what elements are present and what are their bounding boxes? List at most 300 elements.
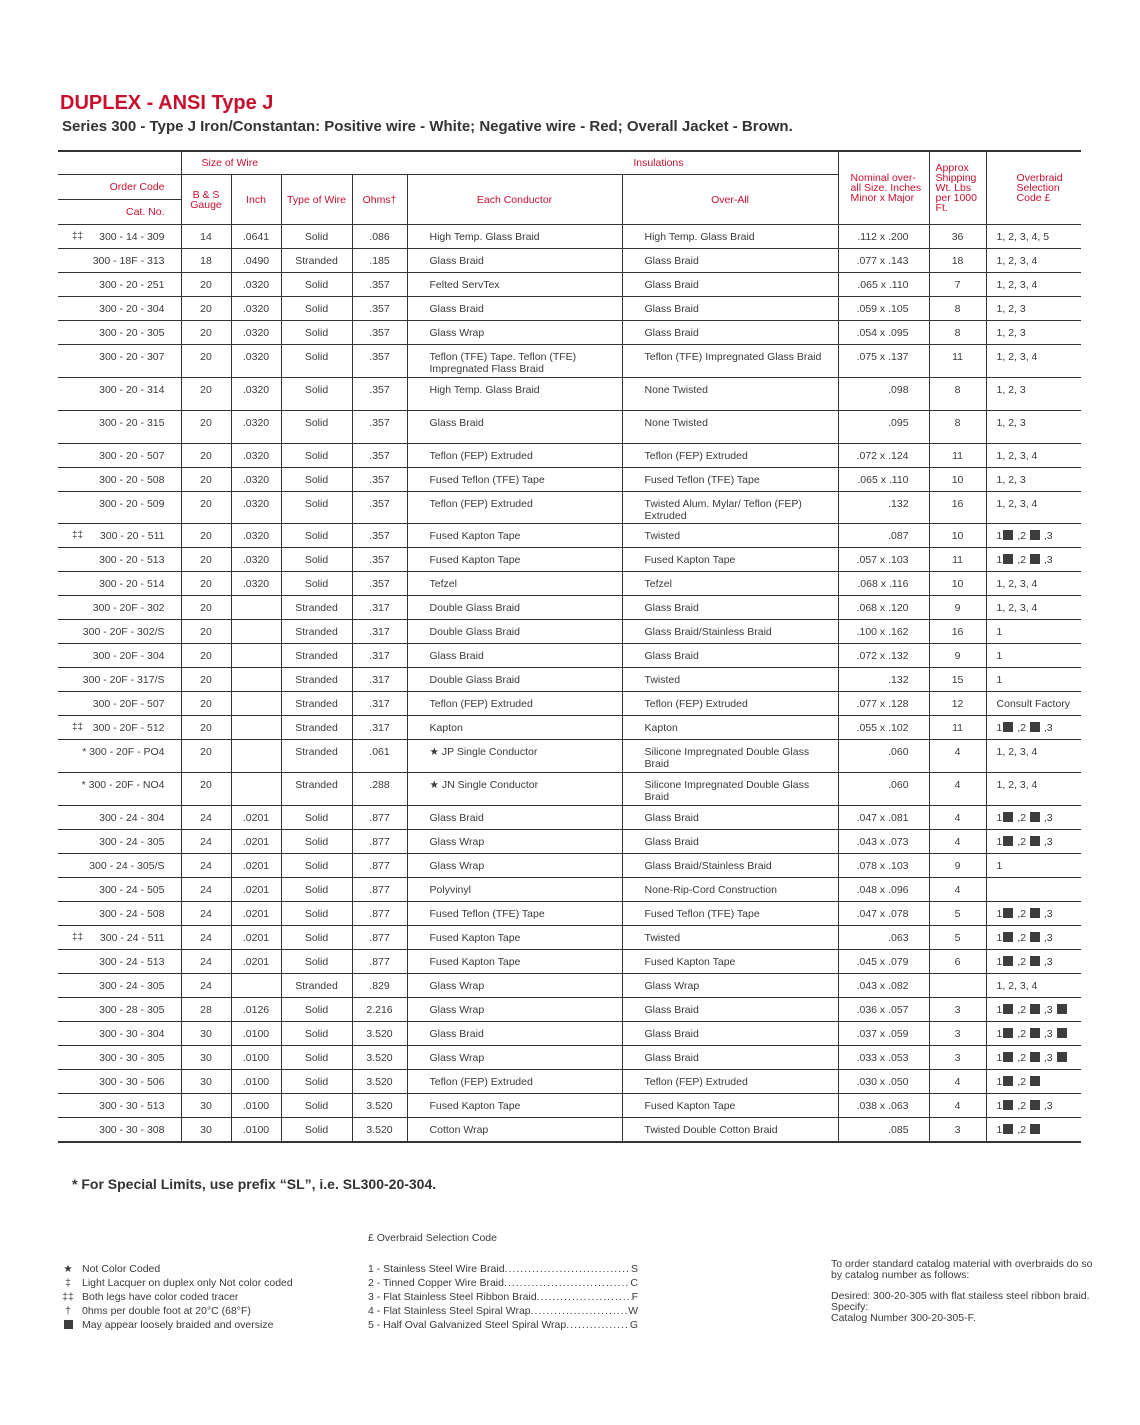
- cell-inch: .0320: [231, 492, 281, 524]
- cell-nominal-size: .112 x .200: [838, 225, 929, 249]
- cell-ohms: .185: [352, 249, 407, 273]
- cat-no-text: 300 - 20F - 507: [92, 698, 165, 710]
- table-row: [58, 378, 1081, 411]
- cell-cat-no: [58, 668, 181, 692]
- cell-nominal-size: .065 x .110: [838, 468, 929, 492]
- legend-text: Not Color Coded: [82, 1263, 161, 1275]
- cell-overbraid-code: 1 ,2 ,3: [986, 950, 1081, 974]
- cell-cat-no: [58, 444, 181, 468]
- cell-overbraid-code: 1, 2, 3, 4, 5: [986, 225, 1081, 249]
- cell-each-conductor: Fused Teflon (TFE) Tape: [407, 468, 622, 492]
- cat-no-text: 300 - 20F - 302: [92, 602, 165, 614]
- square-icon: [1030, 1100, 1040, 1110]
- cell-over-all: Fused Kapton Tape: [622, 548, 838, 572]
- cell-each-conductor: Kapton: [407, 716, 622, 740]
- square-icon: [1057, 1028, 1067, 1038]
- cell-shipping-weight: 9: [929, 596, 986, 620]
- cell-nominal-size: .072 x .132: [838, 644, 929, 668]
- square-icon: [1003, 932, 1013, 942]
- cell-type: Solid: [281, 273, 352, 297]
- cell-cat-no: [58, 411, 181, 444]
- cell-overbraid-code: 1 ,2 ,3: [986, 1046, 1081, 1070]
- cell-gauge: 24: [181, 974, 231, 998]
- cell-inch: [231, 668, 281, 692]
- cell-over-all: Twisted: [622, 926, 838, 950]
- table-row: [58, 225, 1081, 249]
- cell-gauge: 20: [181, 668, 231, 692]
- cell-shipping-weight: 5: [929, 902, 986, 926]
- cell-shipping-weight: 16: [929, 620, 986, 644]
- cell-gauge: 20: [181, 444, 231, 468]
- cell-gauge: 30: [181, 1070, 231, 1094]
- cell-cat-no: [58, 492, 181, 524]
- cell-gauge: 30: [181, 1094, 231, 1118]
- overbraid-code-letter: S: [630, 1263, 638, 1275]
- cell-ohms: 3.520: [352, 1022, 407, 1046]
- cell-over-all: Teflon (FEP) Extruded: [622, 1070, 838, 1094]
- table-row: [58, 524, 1081, 548]
- cell-cat-no: [58, 950, 181, 974]
- overbraid-selection-list: [368, 1262, 638, 1332]
- cell-over-all: Glass Braid: [622, 644, 838, 668]
- cell-inch: .0320: [231, 345, 281, 378]
- cell-cat-no: [58, 321, 181, 345]
- cell-shipping-weight: 11: [929, 444, 986, 468]
- cell-over-all: Glass Braid/Stainless Braid: [622, 620, 838, 644]
- table-row: [58, 468, 1081, 492]
- cell-overbraid-code: 1, 2, 3: [986, 297, 1081, 321]
- cell-inch: [231, 596, 281, 620]
- square-icon: [1003, 1004, 1013, 1014]
- cell-inch: .0320: [231, 444, 281, 468]
- cell-cat-no: [58, 1094, 181, 1118]
- cell-nominal-size: .038 x .063: [838, 1094, 929, 1118]
- cell-shipping-weight: 36: [929, 225, 986, 249]
- cell-inch: .0201: [231, 806, 281, 830]
- order-info-intro: To order standard catalog material with overbraids do so by catalog number as follows:: [831, 1258, 1093, 1281]
- cat-no-text: 300 - 24 - 511: [99, 932, 165, 944]
- cat-no-text: 300 - 20 - 304: [99, 303, 165, 315]
- cell-shipping-weight: 10: [929, 468, 986, 492]
- cell-inch: .0320: [231, 297, 281, 321]
- cell-overbraid-code: 1, 2, 3, 4: [986, 740, 1081, 773]
- cell-over-all: Glass Braid: [622, 297, 838, 321]
- cell-inch: [231, 740, 281, 773]
- header-size-of-wire: Size of Wire: [181, 151, 281, 175]
- cell-each-conductor: Double Glass Braid: [407, 596, 622, 620]
- cell-each-conductor: Tefzel: [407, 572, 622, 596]
- cell-inch: .0201: [231, 902, 281, 926]
- cell-over-all: Glass Braid: [622, 806, 838, 830]
- cell-type: Stranded: [281, 716, 352, 740]
- cell-overbraid-code: 1 ,2 ,3: [986, 806, 1081, 830]
- table-row: [58, 1070, 1081, 1094]
- cell-type: Solid: [281, 345, 352, 378]
- square-icon: [1003, 554, 1013, 564]
- square-icon: [1030, 836, 1040, 846]
- cell-over-all: Fused Kapton Tape: [622, 1094, 838, 1118]
- header-insulations: Insulations: [407, 151, 838, 175]
- square-icon: [1030, 1076, 1040, 1086]
- cell-cat-no: [58, 596, 181, 620]
- cell-inch: .0201: [231, 878, 281, 902]
- cell-overbraid-code: 1, 2, 3, 4: [986, 273, 1081, 297]
- cell-gauge: 24: [181, 950, 231, 974]
- cell-overbraid-code: 1: [986, 644, 1081, 668]
- cell-gauge: 20: [181, 773, 231, 806]
- cell-over-all: None Twisted: [622, 411, 838, 444]
- cell-each-conductor: Fused Kapton Tape: [407, 524, 622, 548]
- cell-inch: .0201: [231, 950, 281, 974]
- table-row: [58, 806, 1081, 830]
- cell-each-conductor: Glass Wrap: [407, 321, 622, 345]
- table-row: [58, 668, 1081, 692]
- cat-no-text: 300 - 20 - 314: [99, 384, 165, 396]
- legend-item: [60, 1276, 293, 1290]
- cell-ohms: .357: [352, 273, 407, 297]
- cell-each-conductor: Teflon (FEP) Extruded: [407, 1070, 622, 1094]
- table-row: [58, 716, 1081, 740]
- cell-ohms: .317: [352, 692, 407, 716]
- legend-item: [60, 1318, 293, 1332]
- cell-inch: .0490: [231, 249, 281, 273]
- legend-text: Both legs have color coded tracer: [82, 1291, 239, 1303]
- cell-nominal-size: .055 x .102: [838, 716, 929, 740]
- table-row: [58, 854, 1081, 878]
- cell-ohms: .357: [352, 572, 407, 596]
- cell-type: Stranded: [281, 644, 352, 668]
- cell-nominal-size: .043 x .073: [838, 830, 929, 854]
- cell-over-all: Twisted Alum. Mylar/ Teflon (FEP) Extruded: [622, 492, 838, 524]
- cell-type: Stranded: [281, 596, 352, 620]
- page-title: DUPLEX - ANSI Type J: [60, 92, 274, 114]
- cell-each-conductor: Polyvinyl: [407, 878, 622, 902]
- cell-inch: .0100: [231, 1094, 281, 1118]
- cell-cat-no: [58, 716, 181, 740]
- header-bs-gauge: B & S Gauge: [181, 175, 231, 225]
- cell-overbraid-code: 1: [986, 620, 1081, 644]
- cell-shipping-weight: 8: [929, 378, 986, 411]
- cell-ohms: 2.216: [352, 998, 407, 1022]
- tracer-mark: ‡‡: [72, 722, 84, 733]
- cell-cat-no: [58, 830, 181, 854]
- table-row: [58, 926, 1081, 950]
- cell-inch: .0100: [231, 1022, 281, 1046]
- cell-nominal-size: .077 x .143: [838, 249, 929, 273]
- legend-symbol: [60, 1318, 76, 1332]
- cell-each-conductor: Teflon (FEP) Extruded: [407, 444, 622, 468]
- cell-gauge: 20: [181, 716, 231, 740]
- cell-type: Solid: [281, 1046, 352, 1070]
- cell-shipping-weight: 10: [929, 524, 986, 548]
- cell-nominal-size: .098: [838, 378, 929, 411]
- cell-overbraid-code: 1 ,2 ,3: [986, 830, 1081, 854]
- square-icon: [1030, 554, 1040, 564]
- cell-gauge: 24: [181, 806, 231, 830]
- square-icon: [1003, 956, 1013, 966]
- cell-overbraid-code: 1, 2, 3: [986, 321, 1081, 345]
- cell-each-conductor: Fused Kapton Tape: [407, 1094, 622, 1118]
- cell-nominal-size: .045 x .079: [838, 950, 929, 974]
- cell-inch: .0100: [231, 1118, 281, 1143]
- cell-ohms: .877: [352, 926, 407, 950]
- table-row: [58, 878, 1081, 902]
- cell-overbraid-code: 1 ,2: [986, 1118, 1081, 1143]
- cell-shipping-weight: 4: [929, 1094, 986, 1118]
- cell-over-all: High Temp. Glass Braid: [622, 225, 838, 249]
- cell-nominal-size: .063: [838, 926, 929, 950]
- cell-cat-no: [58, 1046, 181, 1070]
- cell-each-conductor: Glass Wrap: [407, 830, 622, 854]
- cell-nominal-size: .037 x .059: [838, 1022, 929, 1046]
- cell-gauge: 14: [181, 225, 231, 249]
- cat-no-text: 300 - 20 - 511: [99, 530, 165, 542]
- cell-shipping-weight: 7: [929, 273, 986, 297]
- cell-gauge: 20: [181, 548, 231, 572]
- cell-gauge: 20: [181, 644, 231, 668]
- cell-overbraid-code: 1, 2, 3, 4: [986, 345, 1081, 378]
- cell-type: Solid: [281, 998, 352, 1022]
- cell-shipping-weight: 11: [929, 548, 986, 572]
- cat-no-text: 300 - 18F - 313: [92, 255, 165, 267]
- cell-shipping-weight: 3: [929, 1022, 986, 1046]
- overbraid-code-label: 5 - Half Oval Galvanized Steel Spiral Wrap: [368, 1319, 567, 1331]
- cell-inch: .0126: [231, 998, 281, 1022]
- cell-nominal-size: .095: [838, 411, 929, 444]
- cell-gauge: 20: [181, 524, 231, 548]
- cell-type: Solid: [281, 902, 352, 926]
- cell-ohms: .357: [352, 411, 407, 444]
- cell-overbraid-code: 1 ,2 ,3: [986, 524, 1081, 548]
- cell-inch: [231, 620, 281, 644]
- header-each-conductor: Each Conductor: [407, 175, 622, 225]
- cell-gauge: 20: [181, 492, 231, 524]
- cell-overbraid-code: 1, 2, 3, 4: [986, 249, 1081, 273]
- order-info-example: Desired: 300-20-305 with flat stailess steel ribbon braid. Specify:: [831, 1290, 1090, 1313]
- square-icon: [1003, 1028, 1013, 1038]
- cell-nominal-size: .047 x .078: [838, 902, 929, 926]
- cell-overbraid-code: [986, 878, 1081, 902]
- table-row: [58, 1022, 1081, 1046]
- overbraid-code-letter: W: [628, 1305, 638, 1317]
- cell-over-all: None-Rip-Cord Construction: [622, 878, 838, 902]
- cell-cat-no: [58, 806, 181, 830]
- cell-inch: .0201: [231, 830, 281, 854]
- cell-cat-no: [58, 902, 181, 926]
- cat-no-text: 300 - 28 - 305: [99, 1004, 165, 1016]
- cell-nominal-size: .060: [838, 740, 929, 773]
- square-icon: [1057, 1052, 1067, 1062]
- overbraid-code-item: [368, 1262, 638, 1276]
- overbraid-code-label: 3 - Flat Stainless Steel Ribbon Braid: [368, 1291, 537, 1303]
- cell-ohms: .877: [352, 830, 407, 854]
- legend-text: May appear loosely braided and oversize: [82, 1319, 274, 1331]
- cell-cat-no: [58, 1070, 181, 1094]
- cell-overbraid-code: 1, 2, 3: [986, 468, 1081, 492]
- cell-overbraid-code: 1, 2, 3: [986, 411, 1081, 444]
- cell-gauge: 20: [181, 378, 231, 411]
- cell-each-conductor: Cotton Wrap: [407, 1118, 622, 1143]
- cell-nominal-size: .043 x .082: [838, 974, 929, 998]
- cell-type: Solid: [281, 1094, 352, 1118]
- legend-symbol: ‡‡: [62, 1291, 74, 1303]
- cell-ohms: 3.520: [352, 1070, 407, 1094]
- square-icon: [1030, 908, 1040, 918]
- cell-cat-no: [58, 644, 181, 668]
- table-row: [58, 740, 1081, 773]
- cell-each-conductor: Glass Wrap: [407, 1046, 622, 1070]
- cell-ohms: .357: [352, 297, 407, 321]
- header-cat-no: Cat. No.: [125, 206, 165, 218]
- cell-overbraid-code: 1 ,2 ,3: [986, 1094, 1081, 1118]
- square-icon: [1003, 530, 1013, 540]
- cell-ohms: .877: [352, 806, 407, 830]
- cell-type: Solid: [281, 1022, 352, 1046]
- cell-nominal-size: .087: [838, 524, 929, 548]
- table-row: [58, 974, 1081, 998]
- cell-cat-no: [58, 998, 181, 1022]
- table-row: [58, 444, 1081, 468]
- cell-ohms: .357: [352, 321, 407, 345]
- cell-each-conductor: High Temp. Glass Braid: [407, 378, 622, 411]
- cell-ohms: .357: [352, 444, 407, 468]
- cell-cat-no: [58, 854, 181, 878]
- cell-inch: [231, 974, 281, 998]
- cell-nominal-size: .100 x .162: [838, 620, 929, 644]
- cell-ohms: .317: [352, 620, 407, 644]
- cell-ohms: .357: [352, 524, 407, 548]
- cell-nominal-size: .057 x .103: [838, 548, 929, 572]
- cat-no-text: 300 - 20 - 251: [99, 279, 165, 291]
- cell-each-conductor: Glass Wrap: [407, 854, 622, 878]
- cell-type: Solid: [281, 926, 352, 950]
- cell-ohms: .357: [352, 468, 407, 492]
- cell-shipping-weight: 4: [929, 773, 986, 806]
- cell-shipping-weight: 16: [929, 492, 986, 524]
- cell-inch: .0320: [231, 378, 281, 411]
- page-subtitle: Series 300 - Type J Iron/Constantan: Positive wire - White; Negative wire - Red; Overall Jacket - Brown.: [62, 118, 793, 135]
- table-row: [58, 644, 1081, 668]
- cat-no-text: 300 - 20F - 302/S: [82, 626, 165, 638]
- cell-shipping-weight: 4: [929, 830, 986, 854]
- overbraid-code-letter: G: [629, 1319, 638, 1331]
- cell-shipping-weight: 12: [929, 692, 986, 716]
- cat-no-text: 300 - 24 - 305/S: [89, 860, 165, 872]
- cell-over-all: Glass Braid: [622, 321, 838, 345]
- header-order-code: Order Code: [58, 175, 181, 200]
- cell-each-conductor: Felted ServTex: [407, 273, 622, 297]
- cell-over-all: Teflon (FEP) Extruded: [622, 692, 838, 716]
- cell-gauge: 30: [181, 1118, 231, 1143]
- cell-cat-no: [58, 468, 181, 492]
- cat-no-text: 300 - 20 - 509: [99, 498, 165, 510]
- table-row: [58, 902, 1081, 926]
- cat-no-text: 300 - 30 - 308: [99, 1124, 165, 1136]
- cell-inch: .0201: [231, 926, 281, 950]
- cell-shipping-weight: 9: [929, 644, 986, 668]
- cell-gauge: 20: [181, 740, 231, 773]
- table-row: [58, 1094, 1081, 1118]
- cell-ohms: .317: [352, 668, 407, 692]
- square-icon: [1003, 836, 1013, 846]
- cell-nominal-size: .048 x .096: [838, 878, 929, 902]
- cell-ohms: .086: [352, 225, 407, 249]
- cell-nominal-size: .068 x .120: [838, 596, 929, 620]
- cell-overbraid-code: 1 ,2 ,3: [986, 998, 1081, 1022]
- legend-item: [60, 1262, 293, 1276]
- table-row: [58, 596, 1081, 620]
- cell-type: Solid: [281, 806, 352, 830]
- cell-overbraid-code: 1, 2, 3, 4: [986, 444, 1081, 468]
- header-nominal-size: Nominal over-all Size. Inches Minor x Major: [838, 151, 929, 225]
- cell-overbraid-code: Consult Factory: [986, 692, 1081, 716]
- cell-gauge: 20: [181, 468, 231, 492]
- cell-gauge: 20: [181, 297, 231, 321]
- cell-type: Solid: [281, 830, 352, 854]
- cat-no-text: 300 - 20 - 305: [99, 327, 165, 339]
- cell-shipping-weight: 3: [929, 998, 986, 1022]
- cell-gauge: 20: [181, 273, 231, 297]
- overbraid-code-item: [368, 1304, 638, 1318]
- cell-cat-no: [58, 740, 181, 773]
- cell-ohms: .877: [352, 854, 407, 878]
- cell-shipping-weight: 4: [929, 878, 986, 902]
- cell-shipping-weight: [929, 974, 986, 998]
- cell-inch: [231, 692, 281, 716]
- cell-ohms: .317: [352, 644, 407, 668]
- cell-overbraid-code: 1: [986, 854, 1081, 878]
- tracer-mark: ‡‡: [72, 530, 84, 541]
- cell-over-all: Glass Braid: [622, 1046, 838, 1070]
- cell-type: Stranded: [281, 773, 352, 806]
- cell-overbraid-code: 1 ,2 ,3: [986, 902, 1081, 926]
- cell-shipping-weight: 6: [929, 950, 986, 974]
- cell-cat-no: [58, 273, 181, 297]
- cell-shipping-weight: 8: [929, 411, 986, 444]
- square-icon: [1057, 1004, 1067, 1014]
- cell-inch: [231, 773, 281, 806]
- cell-type: Stranded: [281, 620, 352, 644]
- cell-ohms: .357: [352, 378, 407, 411]
- cell-each-conductor: Glass Wrap: [407, 998, 622, 1022]
- cell-gauge: 20: [181, 411, 231, 444]
- table-row: [58, 321, 1081, 345]
- cell-gauge: 24: [181, 878, 231, 902]
- cell-shipping-weight: 5: [929, 926, 986, 950]
- cell-shipping-weight: 10: [929, 572, 986, 596]
- square-icon: [1003, 722, 1013, 732]
- cell-shipping-weight: 15: [929, 668, 986, 692]
- table-row: [58, 492, 1081, 524]
- table-header: [58, 151, 1081, 225]
- cell-type: Solid: [281, 468, 352, 492]
- cell-over-all: Glass Braid/Stainless Braid: [622, 854, 838, 878]
- cell-shipping-weight: 4: [929, 806, 986, 830]
- legend-item: [60, 1290, 293, 1304]
- overbraid-code-label: 4 - Flat Stainless Steel Spiral Wrap: [368, 1305, 531, 1317]
- cell-over-all: Glass Wrap: [622, 974, 838, 998]
- cell-gauge: 30: [181, 1046, 231, 1070]
- cell-gauge: 20: [181, 620, 231, 644]
- leader-dots: [531, 1304, 628, 1318]
- leader-dots: [537, 1290, 632, 1304]
- cell-cat-no: [58, 378, 181, 411]
- cell-ohms: .288: [352, 773, 407, 806]
- cell-type: Stranded: [281, 668, 352, 692]
- cell-cat-no: [58, 692, 181, 716]
- cell-shipping-weight: 11: [929, 716, 986, 740]
- cell-gauge: 24: [181, 926, 231, 950]
